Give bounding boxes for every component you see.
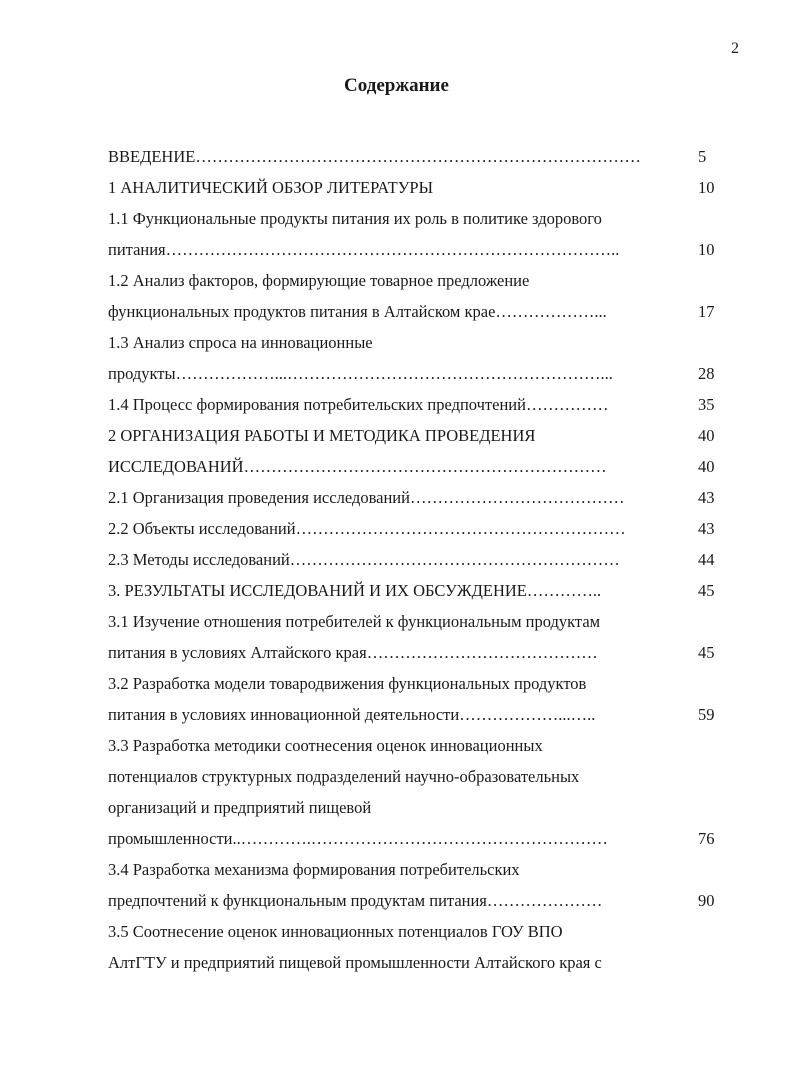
toc-line-page: 35 [698,395,715,414]
toc-line [108,203,720,234]
toc-line [108,296,720,327]
toc-line-text: 2 ОРГАНИЗАЦИЯ РАБОТЫ И МЕТОДИКА ПРОВЕДЕНИЯ [108,426,536,445]
toc-line-text: организаций и предприятий пищевой [108,798,372,817]
toc-line-page: 10 [698,178,715,197]
toc-line [108,885,720,916]
toc-line [108,699,720,730]
toc-line [108,420,720,451]
page-title: Содержание [344,75,449,96]
toc-line [108,792,720,823]
toc-line-page: 43 [698,488,715,507]
toc-line-page: 59 [698,705,715,724]
toc-line-text: 2.2 Объекты исследований…………………………………………………… [108,519,626,538]
toc-line-text: 1 АНАЛИТИЧЕСКИЙ ОБЗОР ЛИТЕРАТУРЫ [108,178,433,197]
toc-line [108,668,720,699]
table-of-contents [108,141,720,978]
toc-line-text: 2.1 Организация проведения исследований………………………………… [108,488,625,507]
toc-line-page: 45 [698,643,715,662]
toc-line [108,730,720,761]
toc-line-text: ВВЕДЕНИЕ……………………………………………………………………… [108,147,641,166]
toc-line-text: 2.3 Методы исследований…………………………………………………… [108,550,620,569]
toc-line [108,947,720,978]
toc-line-page: 90 [698,891,715,910]
toc-line [108,327,720,358]
toc-line-text: 1.4 Процесс формирования потребительских предпочтений…………… [108,395,609,414]
toc-line [108,761,720,792]
toc-line [108,265,720,296]
toc-line [108,482,720,513]
toc-line-text: 3.4 Разработка механизма формирования потребительских [108,860,520,879]
toc-line [108,358,720,389]
toc-line-text: 3.3 Разработка методики соотнесения оценок инновационных [108,736,543,755]
toc-line-text: АлтГТУ и предприятий пищевой промышленности Алтайского края с [108,953,602,972]
toc-line [108,544,720,575]
toc-line-page: 17 [698,302,715,321]
toc-line-text: 1.3 Анализ спроса на инновационные [108,333,373,352]
toc-line-text: продукты………………...…………………………………………………... [108,364,613,383]
toc-line-page: 10 [698,240,715,259]
toc-line-page: 76 [698,829,715,848]
toc-line-page: 44 [698,550,715,569]
toc-line [108,513,720,544]
toc-line [108,172,720,203]
toc-line-text: питания……………………………………………………………………….. [108,240,620,259]
toc-line [108,916,720,947]
toc-line-text: ИССЛЕДОВАНИЙ………………………………………………………… [108,457,607,476]
toc-line-text: 1.2 Анализ факторов, формирующие товарное предложение [108,271,530,290]
toc-line-page: 45 [698,581,715,600]
toc-line [108,575,720,606]
toc-line-text: 3.1 Изучение отношения потребителей к функциональным продуктам [108,612,601,631]
page-number: 2 [731,40,739,57]
toc-line-text: 1.1 Функциональные продукты питания их роль в политике здорового [108,209,602,228]
toc-line-text: питания в условиях Алтайского края…………………………………… [108,643,598,662]
toc-line-text: потенциалов структурных подразделений научно-образовательных [108,767,580,786]
toc-line-page: 40 [698,426,715,445]
toc-line [108,823,720,854]
toc-line [108,637,720,668]
toc-line-page: 5 [698,147,707,166]
toc-line-text: промышленности..………….……………………………………………… [108,829,608,848]
toc-line-text: 3.2 Разработка модели товародвижения функциональных продуктов [108,674,587,693]
toc-line [108,389,720,420]
toc-line-text: питания в условиях инновационной деятельности………………...….. [108,705,596,724]
toc-line-page: 43 [698,519,715,538]
toc-line-text: 3.5 Соотнесение оценок инновационных потенциалов ГОУ ВПО [108,922,563,941]
toc-line [108,854,720,885]
toc-line-page: 40 [698,457,715,476]
toc-line [108,234,720,265]
toc-line-text: 3. РЕЗУЛЬТАТЫ ИССЛЕДОВАНИЙ И ИХ ОБСУЖДЕНИЕ………….. [108,581,602,600]
toc-line [108,451,720,482]
toc-line [108,606,720,637]
toc-line-page: 28 [698,364,715,383]
toc-line [108,141,720,172]
toc-line-text: предпочтений к функциональным продуктам питания………………… [108,891,603,910]
toc-line-text: функциональных продуктов питания в Алтайском крае………………... [108,302,607,321]
